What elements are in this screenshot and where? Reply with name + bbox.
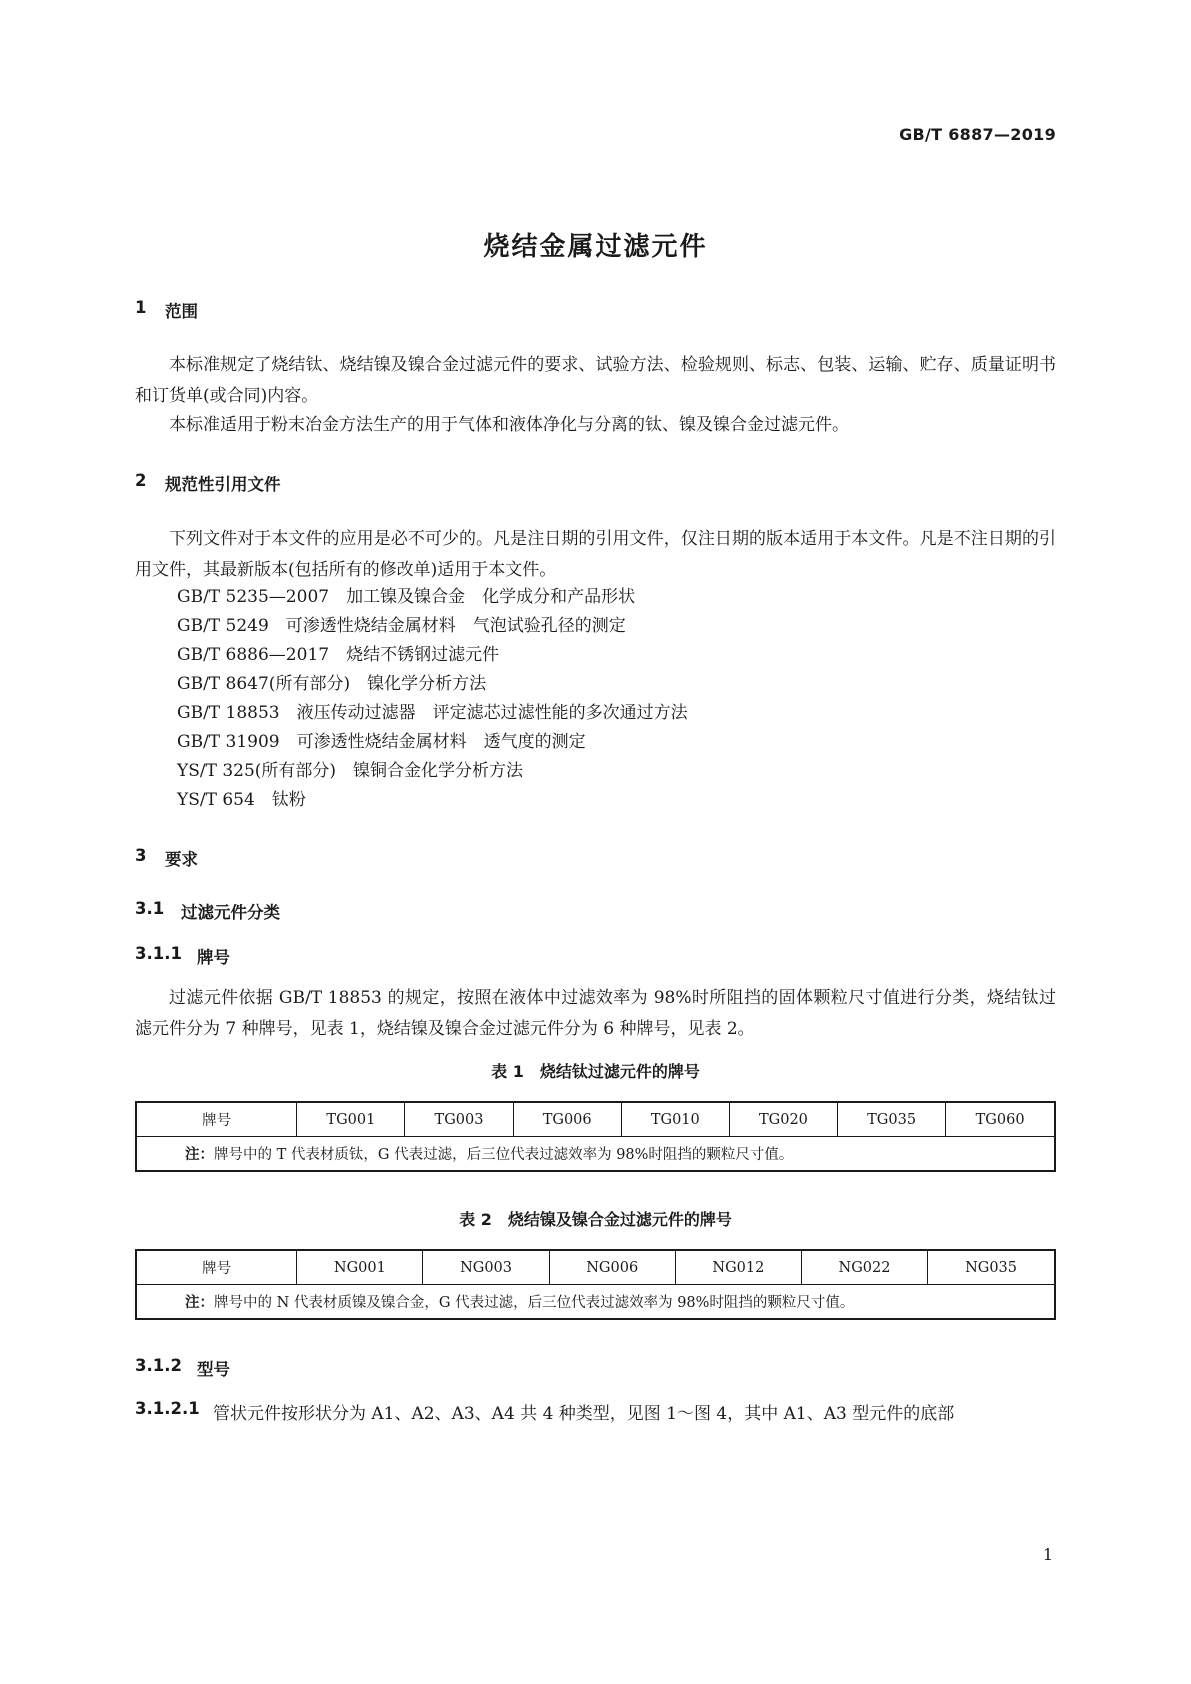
table-1-caption: 表 1 烧结钛过滤元件的牌号 bbox=[491, 1062, 700, 1081]
section-title: 牌号 bbox=[197, 948, 230, 967]
table-header-cell: 牌号 bbox=[136, 1102, 297, 1137]
table-1 bbox=[135, 1101, 1056, 1172]
scope-paragraph-1: 本标准规定了烧结钛、烧结镍及镍合金过滤元件的要求、试验方法、检验规则、标志、包装、运输、贮存、质量证明书和订货单(或合同)内容。 bbox=[135, 355, 1056, 406]
page-number: 1 bbox=[1042, 1545, 1053, 1564]
section-number: 3.1.2 bbox=[135, 1356, 182, 1375]
table-cell: NG012 bbox=[675, 1250, 801, 1285]
table-row bbox=[136, 1102, 1055, 1137]
note-label: 注： bbox=[185, 1295, 214, 1311]
reference-item: GB/T 6886—2017 烧结不锈钢过滤元件 bbox=[177, 645, 500, 665]
clause-3-1-2-1 bbox=[135, 1399, 1056, 1424]
table-row bbox=[136, 1285, 1055, 1320]
table-cell: TG060 bbox=[946, 1102, 1055, 1137]
section-1-heading bbox=[135, 298, 198, 322]
section-2-heading bbox=[135, 471, 281, 495]
clause-text: 管状元件按形状分为 A1、A2、A3、A4 共 4 种类型，见图 1～图 4，其中 A1、A3 型元件的底部 bbox=[213, 1404, 955, 1424]
table-cell: NG003 bbox=[423, 1250, 549, 1285]
table-cell: NG006 bbox=[549, 1250, 675, 1285]
scope-paragraph-2: 本标准适用于粉末冶金方法生产的用于气体和液体净化与分离的钛、镍及镍合金过滤元件。 bbox=[169, 415, 849, 435]
section-title: 要求 bbox=[165, 850, 198, 869]
table-2 bbox=[135, 1249, 1056, 1320]
section-number: 1 bbox=[135, 298, 147, 317]
section-3-heading bbox=[135, 846, 198, 870]
table-header-cell: 牌号 bbox=[136, 1250, 297, 1285]
reference-item: GB/T 31909 可渗透性烧结金属材料 透气度的测定 bbox=[177, 732, 586, 752]
table-cell: TG001 bbox=[297, 1102, 405, 1137]
section-number: 3.1.2.1 bbox=[135, 1399, 200, 1418]
section-number: 2 bbox=[135, 471, 147, 490]
table-cell: NG022 bbox=[801, 1250, 927, 1285]
section-3-1-2-heading bbox=[135, 1356, 230, 1380]
section-3-1-1-heading bbox=[135, 944, 230, 968]
table-note bbox=[136, 1137, 1055, 1172]
reference-item: YS/T 325(所有部分) 镍铜合金化学分析方法 bbox=[177, 761, 524, 781]
section-number: 3 bbox=[135, 846, 147, 865]
reference-item: GB/T 5249 可渗透性烧结金属材料 气泡试验孔径的测定 bbox=[177, 616, 626, 636]
section-3-1-heading bbox=[135, 899, 280, 923]
table-row bbox=[136, 1137, 1055, 1172]
section-title: 过滤元件分类 bbox=[181, 903, 280, 922]
note-label: 注： bbox=[185, 1147, 214, 1163]
references-intro: 下列文件对于本文件的应用是必不可少的。凡是注日期的引用文件，仅注日期的版本适用于本文件。凡是不注日期的引用文件，其最新版本(包括所有的修改单)适用于本文件。 bbox=[135, 529, 1056, 580]
table-cell: TG020 bbox=[729, 1102, 837, 1137]
section-title: 规范性引用文件 bbox=[165, 475, 281, 494]
table-cell: TG003 bbox=[405, 1102, 513, 1137]
table-cell: NG035 bbox=[928, 1250, 1055, 1285]
table-cell: TG006 bbox=[513, 1102, 621, 1137]
note-text: 牌号中的 N 代表材质镍及镍合金，G 代表过滤，后三位代表过滤效率为 98%时阻挡的颗粒尺寸值。 bbox=[214, 1295, 855, 1311]
table-note bbox=[136, 1285, 1055, 1320]
standard-code: GB/T 6887—2019 bbox=[899, 125, 1056, 144]
reference-item: GB/T 5235—2007 加工镍及镍合金 化学成分和产品形状 bbox=[177, 587, 636, 607]
section-number: 3.1 bbox=[135, 899, 165, 918]
grade-classification-paragraph: 过滤元件依据 GB/T 18853 的规定，按照在液体中过滤效率为 98%时所阻挡的固体颗粒尺寸值进行分类，烧结钛过滤元件分为 7 种牌号，见表 1，烧结镍及镍合金过滤元件分为 6 种牌号，见表 2。 bbox=[135, 988, 1056, 1039]
section-title: 型号 bbox=[197, 1360, 230, 1379]
section-number: 3.1.1 bbox=[135, 944, 182, 963]
table-row bbox=[136, 1250, 1055, 1285]
table-cell: TG035 bbox=[838, 1102, 946, 1137]
note-text: 牌号中的 T 代表材质钛，G 代表过滤，后三位代表过滤效率为 98%时阻挡的颗粒尺寸值。 bbox=[214, 1147, 794, 1163]
table-cell: NG001 bbox=[297, 1250, 423, 1285]
document-title: 烧结金属过滤元件 bbox=[483, 232, 708, 262]
reference-item: GB/T 18853 液压传动过滤器 评定滤芯过滤性能的多次通过方法 bbox=[177, 703, 688, 723]
reference-item: YS/T 654 钛粉 bbox=[177, 790, 306, 810]
table-2-caption: 表 2 烧结镍及镍合金过滤元件的牌号 bbox=[459, 1210, 732, 1229]
section-title: 范围 bbox=[165, 302, 198, 321]
reference-item: GB/T 8647(所有部分) 镍化学分析方法 bbox=[177, 674, 487, 694]
table-cell: TG010 bbox=[621, 1102, 729, 1137]
